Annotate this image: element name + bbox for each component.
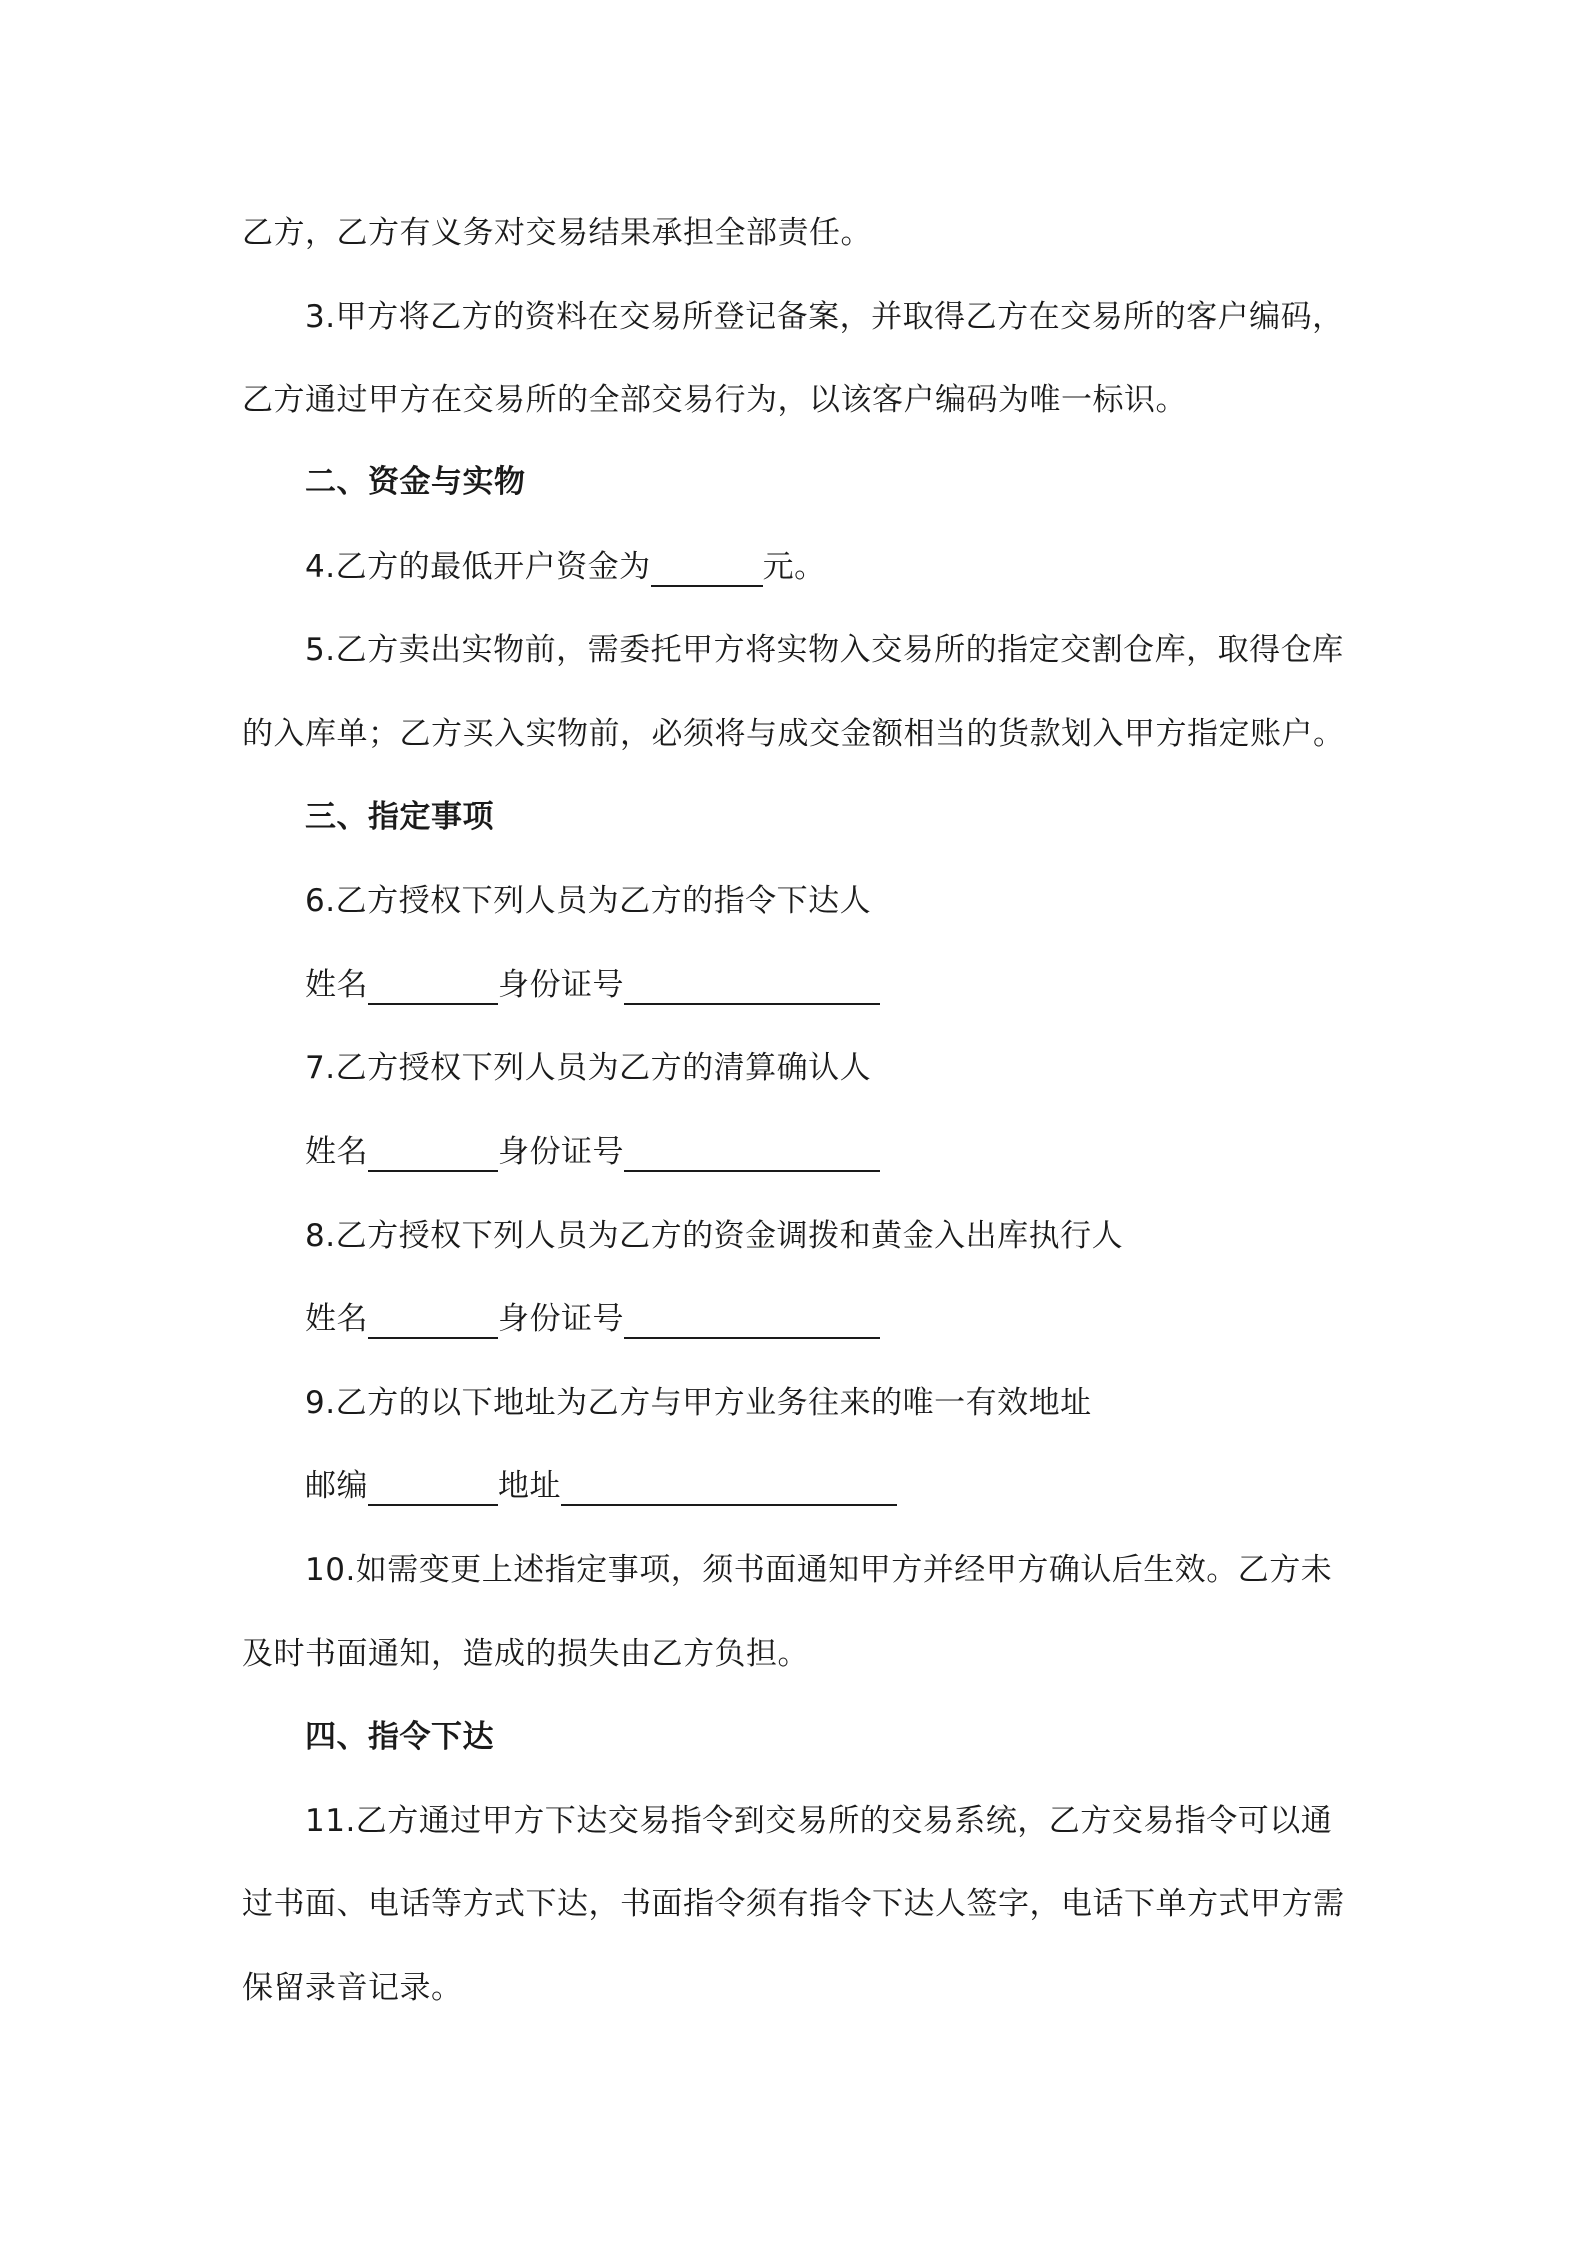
section-heading-funds: 二、资金与实物 — [305, 464, 526, 500]
id-label: 身份证号 — [498, 1301, 624, 1337]
clause-9: 9.乙方的以下地址为乙方与甲方业务往来的唯一有效地址 — [305, 1385, 1092, 1421]
address-blank[interactable] — [561, 1470, 897, 1506]
clause-4-unit: 元。 — [762, 549, 826, 585]
order-issuer-fields — [305, 965, 880, 1005]
clause-11-line-3: 保留录音记录。 — [242, 1970, 463, 2006]
address-label: 地址 — [498, 1468, 561, 1504]
clause-11-line-1: 11.乙方通过甲方下达交易指令到交易所的交易系统，乙方交易指令可以通 — [305, 1803, 1333, 1839]
zip-label: 邮编 — [305, 1468, 368, 1504]
clause-3-line-1: 3.甲方将乙方的资料在交易所登记备案，并取得乙方在交易所的客户编码， — [305, 299, 1344, 335]
clause-11-line-2: 过书面、电话等方式下达，书面指令须有指令下达人签字，电话下单方式甲方需 — [242, 1886, 1345, 1922]
id-number-blank[interactable] — [624, 1136, 880, 1172]
section-heading-designated: 三、指定事项 — [305, 799, 494, 835]
clause-3-line-2: 乙方通过甲方在交易所的全部交易行为，以该客户编码为唯一标识。 — [242, 382, 1187, 418]
clause-10-line-1: 10.如需变更上述指定事项，须书面通知甲方并经甲方确认后生效。乙方未 — [305, 1552, 1333, 1588]
name-label: 姓名 — [305, 1301, 368, 1337]
paragraph-line: 乙方，乙方有义务对交易结果承担全部责任。 — [242, 215, 872, 251]
id-label: 身份证号 — [498, 1134, 624, 1170]
name-label: 姓名 — [305, 1134, 368, 1170]
id-number-blank[interactable] — [624, 969, 880, 1005]
address-fields — [305, 1466, 897, 1506]
clause-5-line-1: 5.乙方卖出实物前，需委托甲方将实物入交易所的指定交割仓库，取得仓库 — [305, 632, 1344, 668]
clause-10-line-2: 及时书面通知，造成的损失由乙方负担。 — [242, 1636, 809, 1672]
clause-5-line-2: 的入库单；乙方买入实物前，必须将与成交金额相当的货款划入甲方指定账户。 — [242, 716, 1345, 752]
zip-blank[interactable] — [368, 1470, 498, 1506]
settlement-confirmer-fields — [305, 1132, 880, 1172]
id-number-blank[interactable] — [624, 1303, 880, 1339]
min-deposit-blank[interactable] — [651, 551, 763, 587]
clause-4 — [305, 547, 826, 587]
clause-7: 7.乙方授权下列人员为乙方的清算确认人 — [305, 1050, 872, 1086]
id-label: 身份证号 — [498, 967, 624, 1003]
clause-8: 8.乙方授权下列人员为乙方的资金调拨和黄金入出库执行人 — [305, 1218, 1124, 1254]
name-label: 姓名 — [305, 967, 368, 1003]
name-blank[interactable] — [368, 1303, 498, 1339]
clause-4-text: 4.乙方的最低开户资金为 — [305, 549, 651, 585]
name-blank[interactable] — [368, 1136, 498, 1172]
section-heading-orders: 四、指令下达 — [305, 1719, 494, 1755]
clause-6: 6.乙方授权下列人员为乙方的指令下达人 — [305, 883, 872, 919]
name-blank[interactable] — [368, 969, 498, 1005]
fund-executor-fields — [305, 1299, 880, 1339]
